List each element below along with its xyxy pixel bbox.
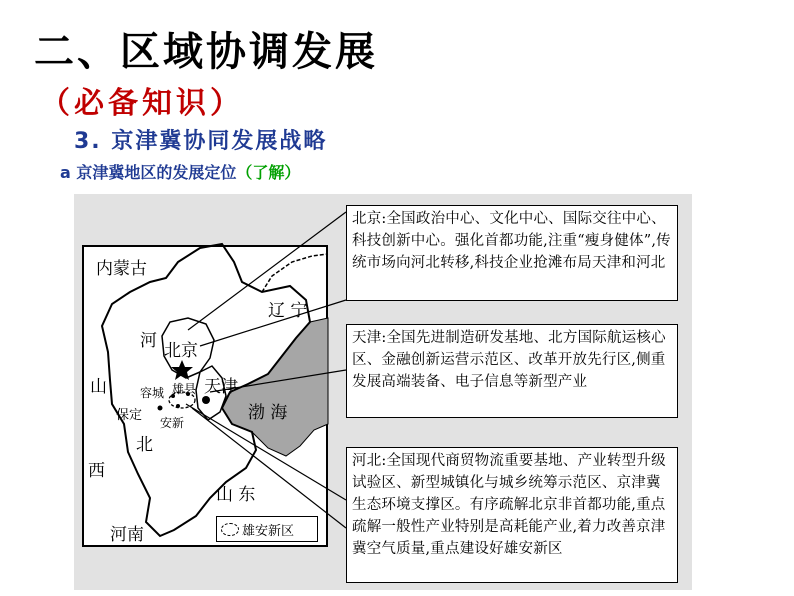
label-liaoning: 辽 宁 xyxy=(268,301,308,321)
label-bohai: 渤 海 xyxy=(248,403,288,423)
label-henan: 河南 xyxy=(110,525,144,545)
legend-label: 雄安新区 xyxy=(242,523,295,539)
label-bei: 北 xyxy=(136,435,153,455)
label-xi: 西 xyxy=(88,461,105,481)
label-xiongxian: 雄县 xyxy=(172,382,197,396)
baoding-dot-icon xyxy=(158,406,163,411)
xiongan-legend-icon xyxy=(221,523,239,536)
label-shandong: 山 东 xyxy=(216,485,256,505)
label-baoding: 保定 xyxy=(116,408,143,423)
label-he: 河 xyxy=(140,331,157,351)
subtitle-required-knowledge: （必备知识） xyxy=(40,86,244,121)
info-box-hebei: 河北:全国现代商贸物流重要基地、产业转型升级试验区、新型城镇化与城乡统筹示范区、京津冀生态环境支撑区。有序疏解北京非首都功能,重点疏解一般性产业特别是高耗能产业,着力改善京津冀空气质量,重点建设好雄安新区 xyxy=(346,447,678,583)
label-anxin: 安新 xyxy=(160,416,185,430)
map-legend xyxy=(216,516,318,542)
label-tianjin: 天津 xyxy=(204,377,238,397)
section-title: 3. 京津冀协同发展战略 xyxy=(74,129,328,154)
info-box-tianjin: 天津:全国先进制造研发基地、北方国际航运核心区、金融创新运营示范区、改革开放先行区,侧重发展高端装备、电子信息等新型产业 xyxy=(346,324,678,418)
info-box-beijing: 北京:全国政治中心、文化中心、国际交往中心、科技创新中心。强化首都功能,注重“瘦身健体”,传统市场向河北转移,科技企业抢滩布局天津和河北 xyxy=(346,205,678,301)
anxin-dot-icon xyxy=(176,404,180,408)
label-rongcheng: 容城 xyxy=(140,386,165,400)
page-title: 二、区域协调发展 xyxy=(34,29,378,75)
label-beijing: 北京 xyxy=(164,341,198,361)
callout-line-beijing xyxy=(188,212,346,330)
sub-item-text: a 京津冀地区的发展定位 xyxy=(60,163,237,182)
label-shan: 山 xyxy=(90,377,107,397)
label-neimenggu: 内蒙古 xyxy=(96,259,147,279)
liaoning-boundary xyxy=(262,254,328,292)
tianjin-dot-icon xyxy=(202,396,210,404)
sub-item-tag: （了解） xyxy=(236,163,301,182)
